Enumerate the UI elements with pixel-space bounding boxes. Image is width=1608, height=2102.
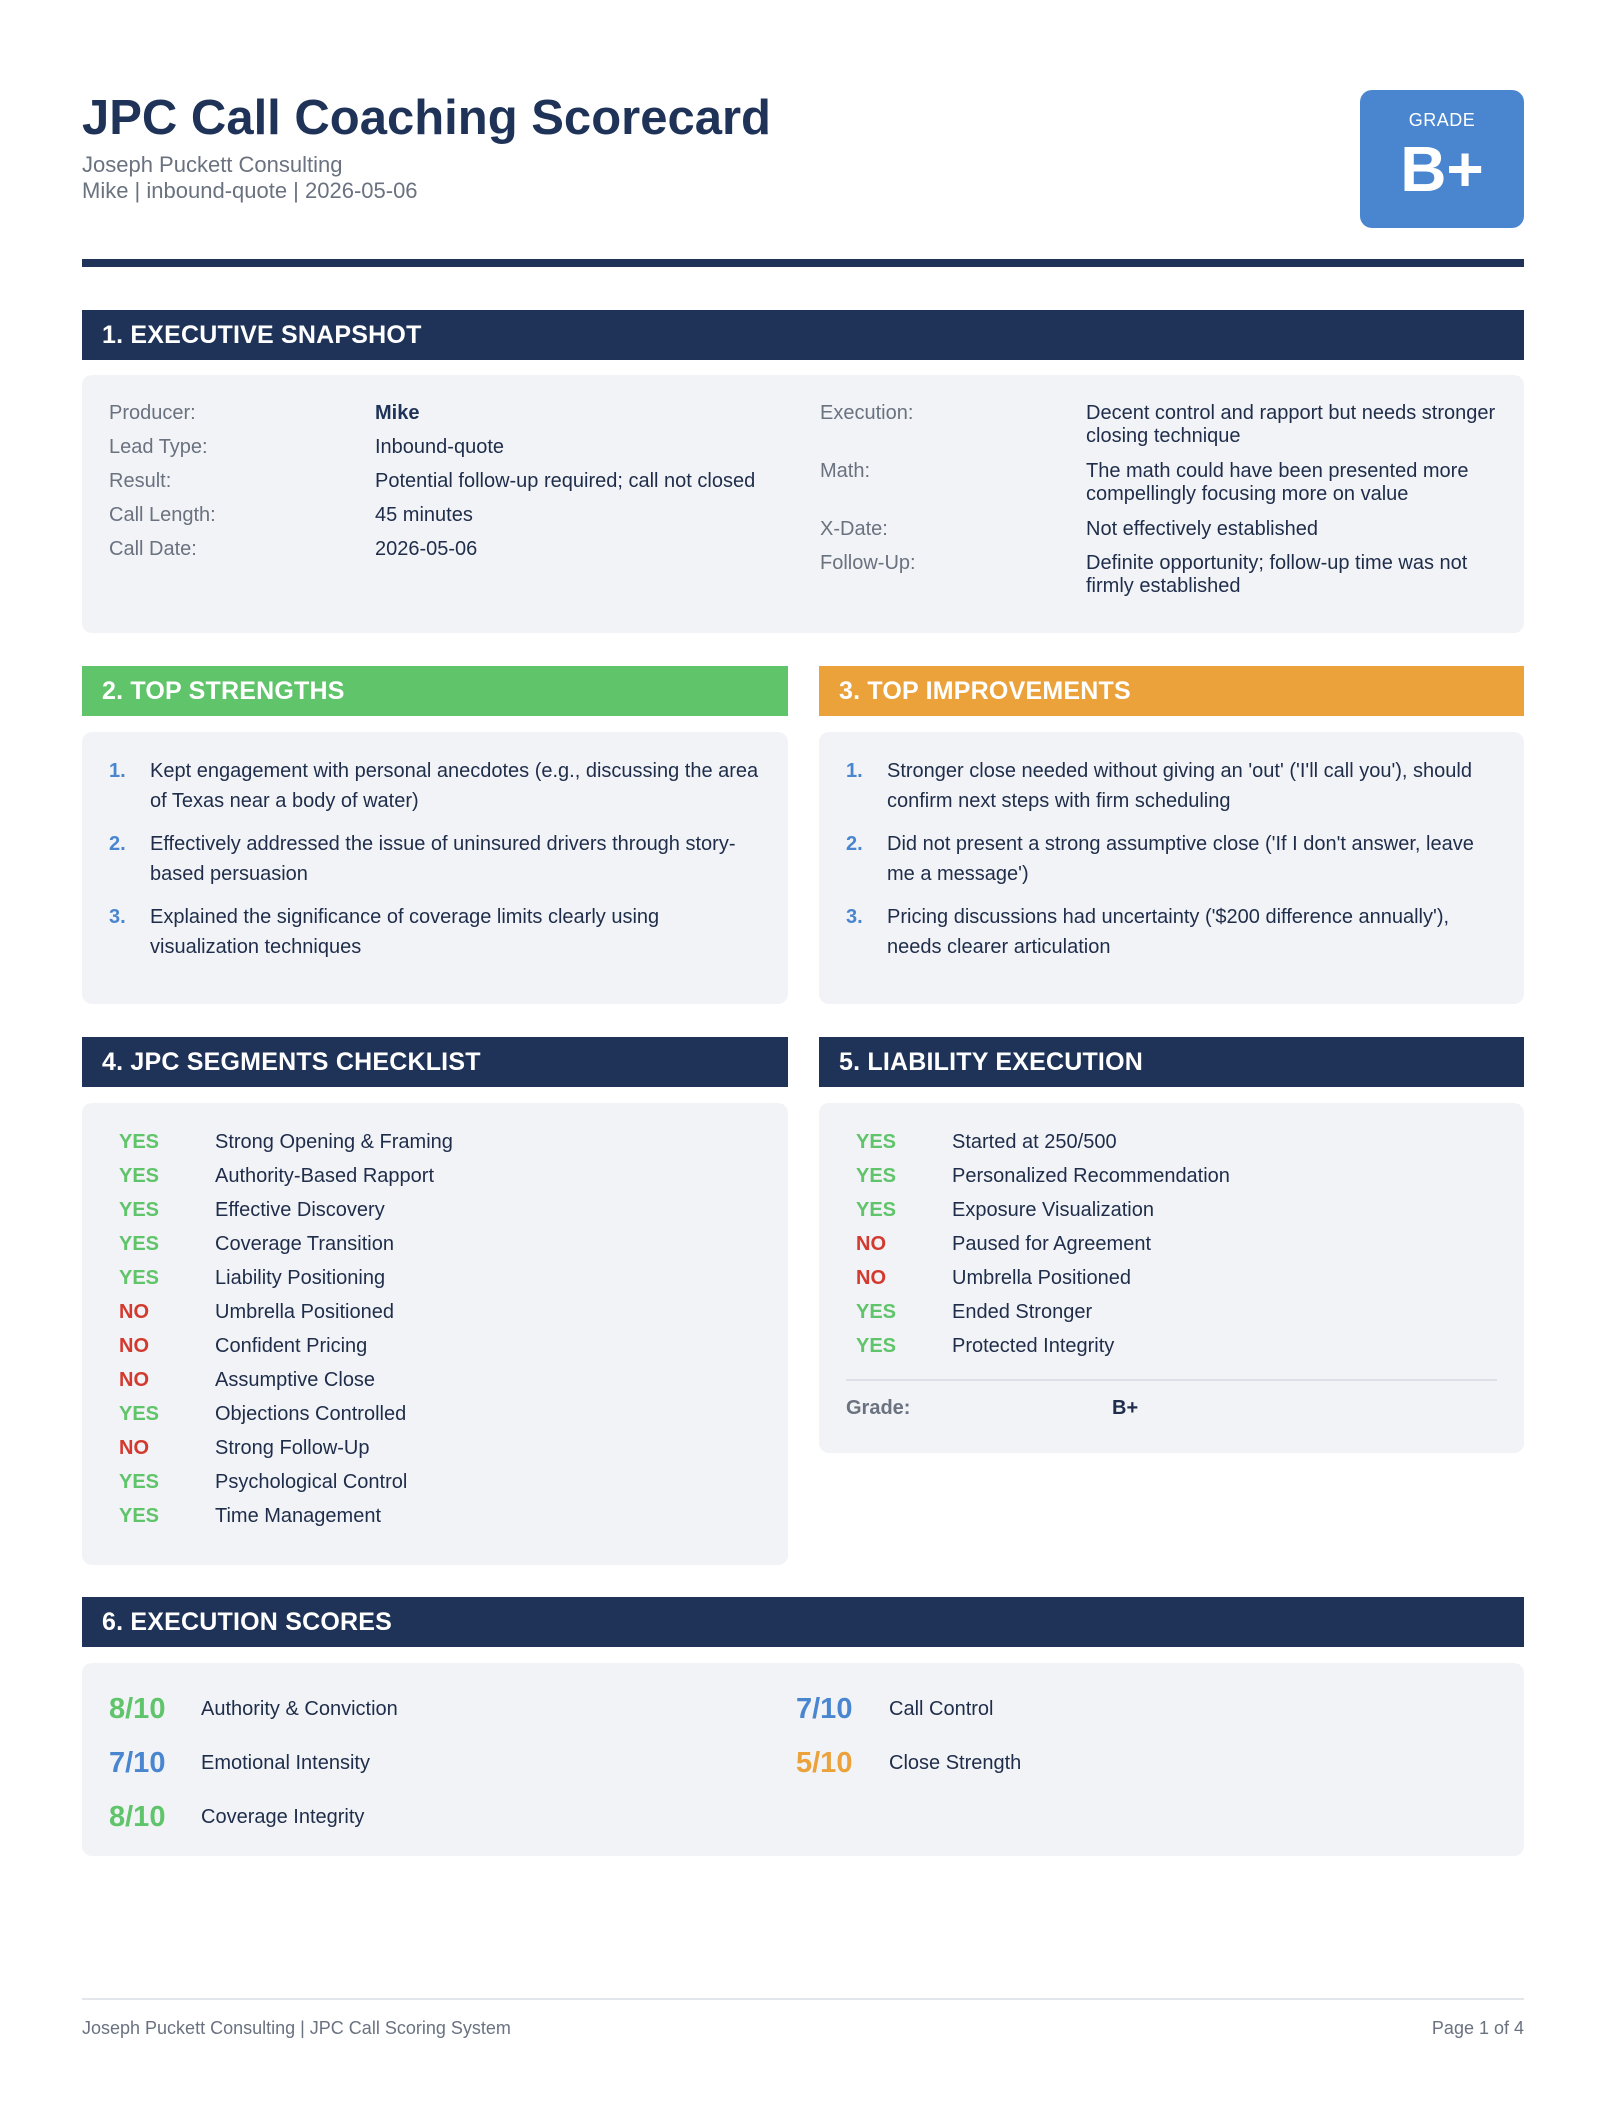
status-badge: NO [119, 1335, 149, 1357]
snapshot-value: Inbound-quote [375, 436, 505, 458]
snapshot-value: Definite opportunity; follow-up time was not firmly established [1086, 552, 1468, 597]
status-badge: YES [856, 1199, 897, 1221]
snapshot-value: Potential follow-up required; call not closed [375, 470, 756, 492]
score-label: Authority & Conviction [201, 1698, 398, 1720]
snapshot-panel [82, 375, 1524, 633]
status-badge: YES [119, 1131, 160, 1153]
checklist-label: Effective Discovery [215, 1199, 385, 1221]
checklist-label: Time Management [215, 1505, 381, 1527]
footer-divider [82, 1998, 1524, 2000]
checklist-label: Authority-Based Rapport [215, 1165, 435, 1187]
list-text: Explained the significance of coverage limits clearly using visualization techniques [150, 906, 660, 958]
checklist-label: Personalized Recommendation [952, 1165, 1230, 1187]
status-badge: YES [856, 1335, 897, 1357]
score-value: 5/10 [796, 1747, 853, 1779]
list-number: 1. [846, 760, 863, 782]
scores-panel [82, 1663, 1524, 1856]
score-value: 8/10 [109, 1693, 166, 1725]
status-badge: NO [856, 1267, 886, 1289]
snapshot-key: Math: [820, 460, 871, 482]
liability-divider [846, 1379, 1497, 1381]
checklist-label: Psychological Control [215, 1471, 408, 1493]
report-header [82, 90, 1524, 230]
checklist-label: Ended Stronger [952, 1301, 1093, 1323]
checklist-label: Coverage Transition [215, 1233, 394, 1255]
list-number: 3. [846, 906, 863, 928]
checklist-label: Strong Opening & Framing [215, 1131, 453, 1153]
checklist-label: Umbrella Positioned [952, 1267, 1131, 1289]
section-heading-improvements: 3. TOP IMPROVEMENTS [819, 666, 1524, 716]
score-value: 8/10 [109, 1801, 166, 1833]
snapshot-key: Execution: [820, 402, 914, 424]
list-text: Effectively addressed the issue of uninsured drivers through story-based persuasion [150, 833, 736, 885]
status-badge: YES [119, 1471, 160, 1493]
improvements-panel [819, 732, 1524, 1004]
snapshot-value: 45 minutes [375, 504, 473, 526]
snapshot-key: Call Length: [109, 504, 216, 526]
checklist-label: Paused for Agreement [952, 1233, 1152, 1255]
list-number: 3. [109, 906, 126, 928]
snapshot-value: 2026-05-06 [375, 538, 478, 560]
checklist-label: Confident Pricing [215, 1335, 368, 1357]
checklist-label: Strong Follow-Up [215, 1437, 370, 1459]
checklist-label: Umbrella Positioned [215, 1301, 394, 1323]
liability-grade-label: Grade: [846, 1397, 911, 1419]
list-number: 2. [846, 833, 863, 855]
liability-grade-value: B+ [1112, 1397, 1139, 1419]
grade-badge-label: GRADE [1408, 110, 1476, 130]
score-label: Call Control [889, 1698, 994, 1720]
status-badge: YES [119, 1233, 160, 1255]
snapshot-value: Not effectively established [1086, 518, 1318, 540]
page-number: Page 1 of 4 [1431, 2018, 1524, 2038]
snapshot-value: Decent control and rapport but needs stronger closing technique [1086, 402, 1496, 447]
snapshot-value: Mike [375, 402, 420, 424]
section-heading-liability: 5. LIABILITY EXECUTION [819, 1037, 1524, 1087]
checklist-label: Liability Positioning [215, 1267, 386, 1289]
list-number: 2. [109, 833, 126, 855]
footer-left: Joseph Puckett Consulting | JPC Call Scoring System [82, 2018, 511, 2038]
status-badge: YES [119, 1403, 160, 1425]
grade-badge [1360, 90, 1524, 228]
status-badge: NO [119, 1437, 149, 1459]
score-label: Close Strength [889, 1752, 1022, 1774]
checklist-label: Assumptive Close [215, 1369, 376, 1391]
grade-badge-value: B+ [1400, 133, 1484, 205]
scorecard-page [82, 0, 1524, 2102]
section-heading-checklist: 4. JPC SEGMENTS CHECKLIST [82, 1037, 788, 1087]
status-badge: YES [119, 1199, 160, 1221]
section-heading-scores: 6. EXECUTION SCORES [82, 1597, 1524, 1647]
snapshot-key: Lead Type: [109, 436, 208, 458]
liability-panel [819, 1103, 1524, 1453]
checklist-panel [82, 1103, 788, 1565]
section-heading-strengths: 2. TOP STRENGTHS [82, 666, 788, 716]
status-badge: NO [119, 1301, 149, 1323]
checklist-label: Objections Controlled [215, 1403, 407, 1425]
header-divider [82, 259, 1524, 267]
score-value: 7/10 [796, 1693, 853, 1725]
status-badge: NO [856, 1233, 886, 1255]
snapshot-key: Result: [109, 470, 172, 492]
list-number: 1. [109, 760, 126, 782]
score-value: 7/10 [109, 1747, 166, 1779]
snapshot-key: Call Date: [109, 538, 197, 560]
score-label: Emotional Intensity [201, 1752, 370, 1774]
list-text: Did not present a strong assumptive close ('If I don't answer, leave me a message') [887, 833, 1474, 885]
company-name: Joseph Puckett Consulting [82, 152, 343, 177]
status-badge: YES [856, 1301, 897, 1323]
list-text: Stronger close needed without giving an 'out' ('I'll call you'), should confirm next steps with firm scheduling [887, 760, 1472, 812]
checklist-label: Protected Integrity [952, 1335, 1115, 1357]
call-meta: Mike | inbound-quote | 2026-05-06 [82, 178, 418, 203]
list-text: Kept engagement with personal anecdotes (e.g., discussing the area of Texas near a body of water) [150, 760, 759, 812]
score-label: Coverage Integrity [201, 1806, 365, 1828]
strengths-panel [82, 732, 788, 1004]
snapshot-key: X-Date: [820, 518, 888, 540]
status-badge: YES [119, 1267, 160, 1289]
list-text: Pricing discussions had uncertainty ('$200 difference annually'), needs clearer articulation [887, 906, 1450, 958]
section-heading-snapshot: 1. EXECUTIVE SNAPSHOT [82, 310, 1524, 360]
status-badge: YES [856, 1165, 897, 1187]
snapshot-key: Producer: [109, 402, 196, 424]
status-badge: YES [119, 1165, 160, 1187]
status-badge: NO [119, 1369, 149, 1391]
checklist-label: Started at 250/500 [952, 1131, 1117, 1153]
checklist-label: Exposure Visualization [952, 1199, 1154, 1221]
report-title: JPC Call Coaching Scorecard [82, 91, 771, 145]
snapshot-key: Follow-Up: [820, 552, 916, 574]
status-badge: YES [119, 1505, 160, 1527]
snapshot-value: The math could have been presented more compellingly focusing more on value [1086, 460, 1469, 505]
status-badge: YES [856, 1131, 897, 1153]
